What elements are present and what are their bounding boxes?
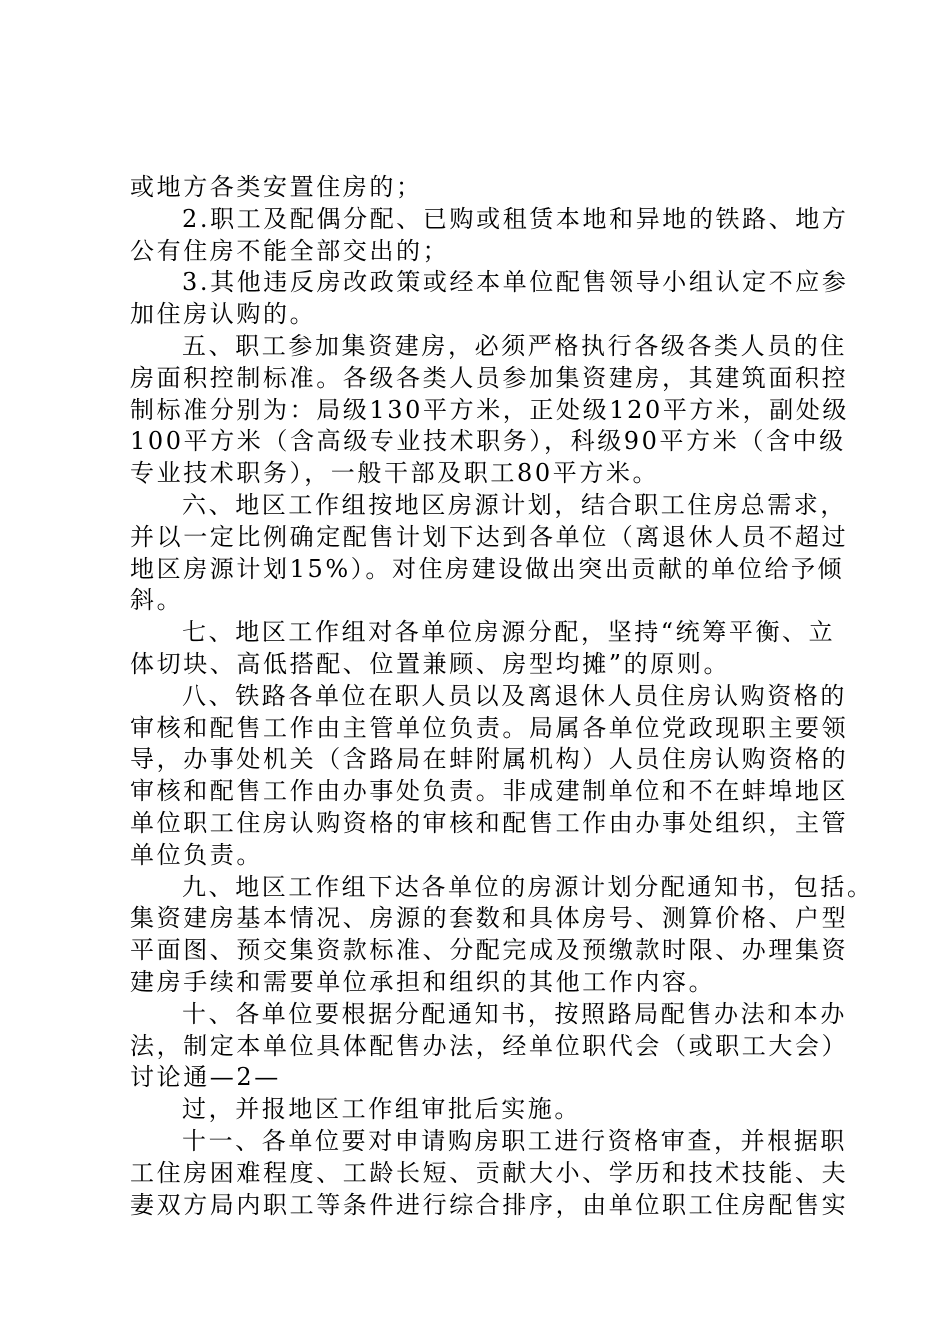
text-line: 过，并报地区工作组审批后实施。 — [182, 1095, 581, 1124]
text-line: 审核和配售工作由办事处负责。非成建制单位和不在蚌埠地区 — [130, 777, 849, 806]
text-line: 工住房困难程度、工龄长短、贡献大小、学历和技术技能、夫 — [130, 1158, 849, 1187]
text-line: 五、职工参加集资建房，必须严格执行各级各类人员的住 — [182, 331, 847, 360]
text-line: 体切块、高低搭配、位置兼顾、房型均摊”的原则。 — [130, 649, 731, 678]
text-line: 单位负责。 — [130, 840, 263, 869]
text-line: 加住房认购的。 — [130, 300, 317, 329]
text-line: 妻双方局内职工等条件进行综合排序，由单位职工住房配售实 — [130, 1190, 849, 1219]
document-body — [130, 172, 874, 1221]
text-line: 地区房源计划15%）。对住房建设做出突出贡献的单位给予倾 — [130, 554, 845, 583]
text-line: 制标准分别为：局级130平方米，正处级120平方米，副处级 — [130, 395, 850, 424]
text-line: 讨论通—2— — [130, 1063, 281, 1092]
text-line: 专业技术职务），一般干部及职工80平方米。 — [130, 459, 660, 488]
text-line: 集资建房基本情况、房源的套数和具体房号、测算价格、户型 — [130, 904, 849, 933]
text-line: 十一、各单位要对申请购房职工进行资格审查，并根据职 — [182, 1126, 847, 1155]
text-line: 八、铁路各单位在职人员以及离退休人员住房认购资格的 — [182, 681, 847, 710]
text-line: 公有住房不能全部交出的； — [130, 236, 450, 265]
text-line: 房面积控制标准。各级各类人员参加集资建房，其建筑面积控 — [130, 363, 849, 392]
text-line: 十、各单位要根据分配通知书，按照路局配售办法和本办 — [182, 999, 847, 1028]
text-line: 3.其他违反房改政策或经本单位配售领导小组认定不应参 — [182, 268, 849, 297]
text-line: 法，制定本单位具体配售办法，经单位职代会（或职工大会） — [130, 1031, 849, 1060]
text-line: 审核和配售工作由主管单位负责。局属各单位党政现职主要领 — [130, 713, 849, 742]
text-line: 九、地区工作组下达各单位的房源计划分配通知书，包括。 — [182, 872, 874, 901]
text-line: 六、地区工作组按地区房源计划，结合职工住房总需求， — [182, 490, 847, 519]
text-line: 导，办事处机关（含路局在蚌附属机构）人员住房认购资格的 — [130, 745, 849, 774]
text-line: 并以一定比例确定配售计划下达到各单位（离退休人员不超过 — [130, 522, 849, 551]
text-line: 七、地区工作组对各单位房源分配，坚持“统筹平衡、立 — [182, 618, 836, 647]
text-line: 建房手续和需要单位承担和组织的其他工作内容。 — [130, 967, 716, 996]
text-line: 单位职工住房认购资格的审核和配售工作由办事处组织，主管 — [130, 808, 849, 837]
text-line: 100平方米（含高级专业技术职务），科级90平方米（含中级 — [130, 427, 846, 456]
text-line: 斜。 — [130, 586, 184, 615]
text-line: 或地方各类安置住房的； — [130, 173, 423, 201]
text-line: 平面图、预交集资款标准、分配完成及预缴款时限、办理集资 — [130, 936, 849, 965]
text-line: 2.职工及配偶分配、已购或租赁本地和异地的铁路、地方 — [182, 204, 849, 233]
